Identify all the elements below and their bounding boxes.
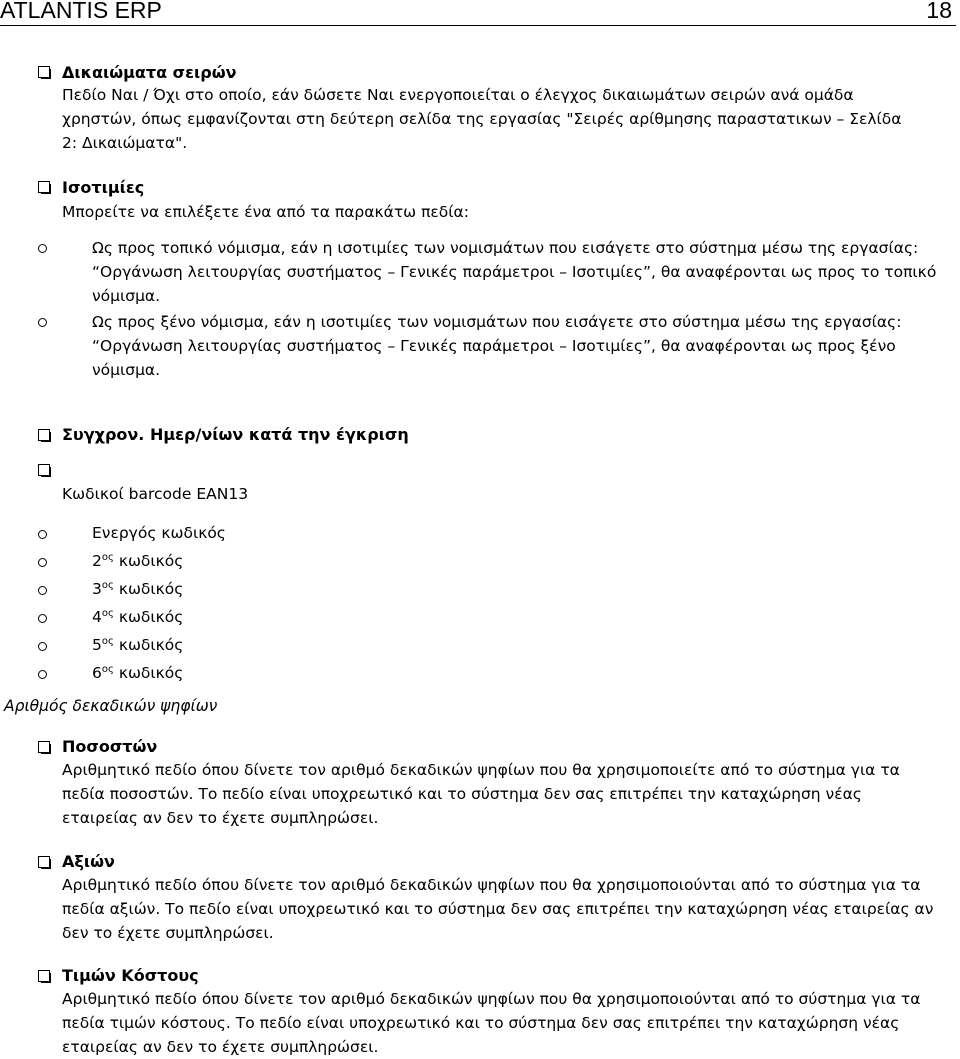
checkbox-bullet-icon [38, 66, 50, 78]
barcode-item-number: 3 [92, 580, 102, 598]
decimals-title: Αριθμός δεκαδικών ψηφίων [4, 697, 218, 715]
barcode-item-number: 6 [92, 664, 102, 682]
barcode-item-ordinal: ος [101, 636, 114, 647]
section-heading-values: Αξιών [62, 852, 115, 871]
section-heading-percent: Ποσοστών [62, 737, 158, 756]
barcode-item-number: 5 [92, 636, 102, 654]
circle-bullet-icon [38, 670, 47, 679]
barcode-list-item [92, 634, 183, 656]
circle-bullet-icon [38, 642, 47, 651]
barcode-list-item [92, 606, 183, 628]
circle-bullet-icon [38, 614, 47, 623]
checkbox-bullet-icon [38, 741, 50, 753]
barcode-item-text: κωδικός [118, 608, 184, 626]
checkbox-bullet-icon [38, 970, 50, 982]
barcode-list-item [92, 522, 226, 544]
circle-bullet-icon [38, 244, 47, 253]
barcode-list-item [92, 550, 183, 572]
barcode-item-text: κωδικός [118, 552, 184, 570]
rates-option-local: Ως προς τοπικό νόμισμα, εάν η ισοτιμίες των νομισμάτων που εισάγετε στο σύστημα μέσω της εργασίας: “Οργάνωση λειτουργίας συστήματος – Γενικές παράμετροι – Ισοτιμίες”, θα αναφέρονται ως προς το τοπικό νόμισμα. [92, 239, 937, 305]
section-heading-cost: Τιμών Κόστους [62, 966, 199, 985]
section-heading-rights: Δικαιώματα σειρών [62, 63, 237, 82]
barcode-list-item [92, 662, 183, 684]
section-body-percent: Αριθμητικό πεδίο όπου δίνετε τον αριθμό δεκαδικών ψηφίων που θα χρησιμοποιείτε από το σύστημα για τα πεδία ποσοστών. Το πεδίο είναι υποχρεωτικό και το σύστημα δεν σας επιτρέπει την καταχώρηση νέας εταιρείας αν δεν το έχετε συμπληρώσει. [62, 761, 900, 827]
barcode-item-ordinal: ος [101, 580, 114, 591]
barcode-item-text: κωδικός [118, 664, 184, 682]
checkbox-bullet-icon [38, 181, 50, 193]
page-number: 18 [926, 0, 952, 23]
circle-bullet-icon [38, 558, 47, 567]
barcode-label: Κωδικοί barcode EAN13 [62, 485, 249, 503]
barcode-item-ordinal: ος [101, 608, 114, 619]
section-intro-rates: Μπορείτε να επιλέξετε ένα από τα παρακάτω πεδία: [62, 203, 469, 221]
section-heading-sync: Συγχρον. Ημερ/νίων κατά την έγκριση [62, 425, 409, 444]
page-header [0, 0, 956, 26]
barcode-item-text: κωδικός [118, 580, 184, 598]
section-body-rights: Πεδίο Ναι / Όχι στο οποίο, εάν δώσετε Ναι ενεργοποιείται ο έλεγχος δικαιωμάτων σειρών ανά ομάδα χρηστών, όπως εμφανίζονται στη δεύτερη σελίδα της εργασίας "Σειρές αρίθμησης παραστατικων – Σελίδα 2: Δικαιώματα". [62, 86, 902, 152]
circle-bullet-icon [38, 318, 47, 327]
document-title: ATLANTIS ERP [0, 0, 162, 23]
barcode-item-number: 4 [92, 608, 102, 626]
rates-option-foreign: Ως προς ξένο νόμισμα, εάν η ισοτιμίες των νομισμάτων που εισάγετε στο σύστημα μέσω της εργασίας: “Οργάνωση λειτουργίας συστήματος – Γενικές παράμετροι – Ισοτιμίες”, θα αναφέρονται ως προς ξένο νόμισμα. [92, 313, 902, 379]
circle-bullet-icon [38, 586, 47, 595]
checkbox-bullet-icon [38, 464, 50, 476]
section-body-cost: Αριθμητικό πεδίο όπου δίνετε τον αριθμό δεκαδικών ψηφίων που θα χρησιμοποιούνται από το σύστημα για τα πεδία τιμών κόστους. Το πεδίο είναι υποχρεωτικό και το σύστημα δεν σας επιτρέπει την καταχώρηση νέας εταιρείας αν δεν το έχετε συμπληρώσει. [62, 990, 921, 1056]
barcode-item-number: 2 [92, 552, 102, 570]
section-heading-rates: Ισοτιμίες [62, 178, 145, 197]
checkbox-bullet-icon [38, 429, 50, 441]
circle-bullet-icon [38, 530, 47, 539]
section-body-values: Αριθμητικό πεδίο όπου δίνετε τον αριθμό δεκαδικών ψηφίων που θα χρησιμοποιούνται από το σύστημα για τα πεδία αξιών. Το πεδίο είναι υποχρεωτικό και το σύστημα δεν σας επιτρέπει την καταχώρηση νέας εταιρείας αν δεν το έχετε συμπληρώσει. [62, 876, 934, 942]
barcode-item-text: κωδικός [118, 636, 184, 654]
barcode-item-text: Ενεργός κωδικός [92, 524, 226, 542]
checkbox-bullet-icon [38, 856, 50, 868]
barcode-list-item [92, 578, 183, 600]
barcode-item-ordinal: ος [101, 664, 114, 675]
barcode-item-ordinal: ος [101, 552, 114, 563]
